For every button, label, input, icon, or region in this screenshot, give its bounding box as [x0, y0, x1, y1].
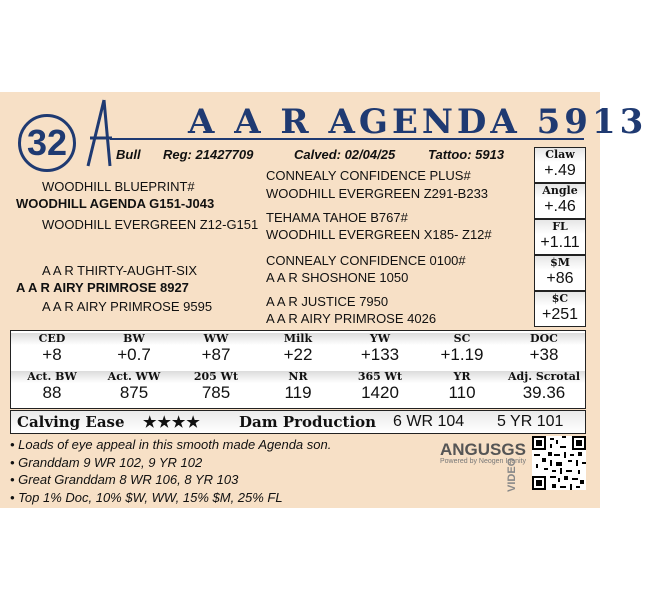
grid-label: Adj. Scrotal	[503, 371, 585, 383]
grid-value: 785	[201, 383, 231, 402]
sire-dam-dam: WOODHILL EVERGREEN X185- Z12#	[266, 227, 492, 242]
dam-production-yr: 5 YR 101	[497, 413, 564, 430]
calving-dam-bar	[10, 410, 586, 434]
grid-value: 1420	[361, 383, 399, 402]
grid-label: SC	[421, 333, 503, 345]
dam-sire-dam: A A R SHOSHONE 1050	[266, 270, 409, 285]
grid-label: BW	[93, 333, 175, 345]
epd-angle	[534, 183, 586, 219]
sire-dam-sire: TEHAMA TAHOE B767#	[266, 210, 408, 225]
angus-gs-text: ANGUSGS	[440, 440, 526, 459]
calved-date: Calved: 02/04/25	[294, 147, 396, 162]
grid-label: WW	[175, 333, 257, 345]
epd-value: +251	[541, 306, 579, 323]
epd-value: +86	[546, 270, 574, 287]
weight-205	[175, 371, 257, 403]
note-item: • Granddam 9 WR 102, 9 YR 102	[10, 454, 203, 470]
lot-number-badge	[18, 114, 76, 172]
grid-value: 88	[42, 383, 62, 402]
grid-value: +8	[42, 345, 62, 364]
dam-sire-sire: CONNEALY CONFIDENCE 0100#	[266, 253, 466, 268]
epd-label: $M	[535, 256, 585, 270]
dam-sire: A A R THIRTY-AUGHT-SIX	[42, 263, 198, 278]
dam-dam-dam: A A R AIRY PRIMROSE 4026	[266, 311, 437, 326]
tattoo: Tattoo: 5913	[428, 147, 505, 162]
ranch-brand-logo	[84, 98, 118, 168]
grid-label: Milk	[257, 333, 339, 345]
grid-value: 39.36	[522, 383, 566, 402]
adj-scrotal	[503, 371, 585, 403]
weight-365	[339, 371, 421, 403]
notes-list	[10, 436, 331, 506]
grid-label: 365 Wt	[339, 371, 421, 383]
epd-ww	[175, 333, 257, 365]
calving-ease-stars: ★★★★	[143, 413, 201, 431]
actual-bw	[11, 371, 93, 403]
grid-label: Act. WW	[93, 371, 175, 383]
epd-ced	[11, 333, 93, 365]
registration-number: Reg: 21427709	[163, 147, 254, 162]
epd-fl	[534, 219, 586, 255]
grid-value: 110	[448, 383, 476, 402]
epd-bw	[93, 333, 175, 365]
epd-row	[11, 333, 585, 365]
epd-claw	[534, 147, 586, 183]
note-item: • Loads of eye appeal in this smooth made Agenda son.	[10, 437, 332, 452]
epd-label: Angle	[535, 184, 585, 198]
grid-label: YR	[421, 371, 503, 383]
epd-yw	[339, 333, 421, 365]
grid-label: CED	[11, 333, 93, 345]
epd-label: FL	[535, 220, 585, 234]
yr	[421, 371, 503, 403]
sire-sire-dam-dam: WOODHILL EVERGREEN Z291-B233	[266, 186, 489, 201]
sire-sire: WOODHILL BLUEPRINT#	[42, 179, 195, 194]
grid-value: +87	[201, 345, 231, 364]
epd-sc	[421, 333, 503, 365]
epd-label: $C	[535, 292, 585, 306]
epd-value: +.46	[544, 198, 576, 215]
epd-milk	[257, 333, 339, 365]
note-item: • Top 1% Doc, 10% $W, WW, 15% $M, 25% FL	[10, 489, 283, 505]
dam-dam: A A R AIRY PRIMROSE 9595	[42, 299, 213, 314]
grid-value: +0.7	[117, 345, 151, 364]
dam: A A R AIRY PRIMROSE 8927	[16, 280, 189, 295]
grid-value: +133	[360, 345, 400, 364]
epd-label: Claw	[535, 148, 585, 162]
epd-value: +.49	[544, 162, 576, 179]
animal-title: A A R AGENDA 5913	[188, 102, 647, 142]
nr	[257, 371, 339, 403]
video-label[interactable]: VIDEO	[506, 457, 518, 492]
epd-doc	[503, 333, 585, 365]
angus-gs-subtext: Powered by Neogen Igenity	[440, 458, 526, 465]
grid-value: +38	[529, 345, 559, 364]
grid-label: 205 Wt	[175, 371, 257, 383]
lot-number: 32	[26, 122, 68, 163]
grid-value: +1.19	[440, 345, 484, 364]
grid-value: +22	[283, 345, 313, 364]
epd-m	[534, 255, 586, 291]
performance-grid	[10, 330, 586, 409]
grid-value: 875	[119, 383, 149, 402]
sex-label: Bull	[116, 147, 141, 162]
actual-ww	[93, 371, 175, 403]
sire-dam: WOODHILL EVERGREEN Z12-G151	[42, 217, 259, 232]
grid-label: NR	[257, 371, 339, 383]
dam-dam-sire: A A R JUSTICE 7950	[266, 294, 389, 309]
grid-label: DOC	[503, 333, 585, 345]
epd-c	[534, 291, 586, 327]
sire: WOODHILL AGENDA G151-J043	[16, 196, 215, 211]
calving-ease-label: Calving Ease	[17, 413, 125, 431]
epd-value: +1.11	[540, 234, 580, 251]
dam-production-wr: 6 WR 104	[393, 413, 465, 430]
note-item: • Great Granddam 8 WR 106, 8 YR 103	[10, 472, 239, 487]
grid-value: 119	[284, 383, 312, 402]
grid-label: Act. BW	[11, 371, 93, 383]
sire-sire-dam-sire: CONNEALY CONFIDENCE PLUS#	[266, 168, 471, 183]
actual-row	[11, 371, 585, 403]
grid-label: YW	[339, 333, 421, 345]
dam-production-label: Dam Production	[239, 413, 377, 431]
qr-code-icon[interactable]	[532, 436, 586, 490]
